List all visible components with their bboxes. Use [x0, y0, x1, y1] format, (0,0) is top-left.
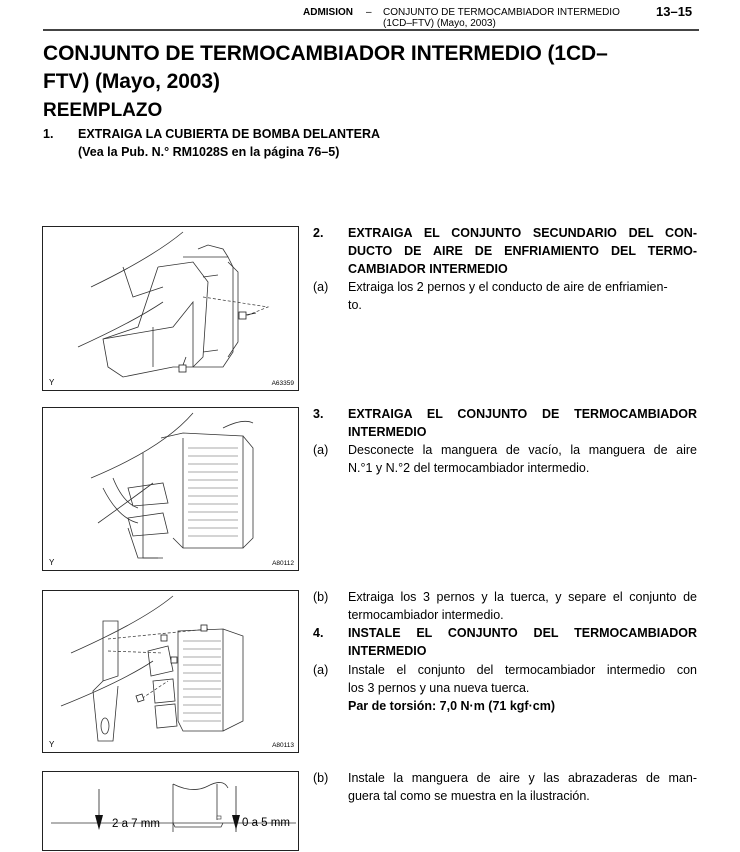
step-3a-line: N.°1 y N.°2 del termocambiador intermedio.: [348, 461, 590, 475]
step-2a-text: [348, 278, 697, 314]
header-section: ADMISION: [303, 7, 353, 18]
figure-2-code: A80112: [272, 560, 294, 567]
step-3b-line: termocambiador intermedio.: [348, 608, 504, 622]
figure-3-code: A80113: [272, 742, 294, 749]
figure-1-code: A63359: [271, 380, 294, 387]
intercooler-bolts-illustration: [43, 591, 300, 754]
step-3a-text: [348, 441, 697, 477]
step-4b-text: [348, 769, 697, 805]
step-1-reference: (Vea la Pub. N.° RM1028S en la página 76–5): [78, 145, 340, 159]
step-3a-line: Desconecte la manguera de vacío, la manguera de aire: [348, 443, 697, 457]
header-title-line1: CONJUNTO DE TERMOCAMBIADOR INTERMEDIO: [383, 7, 620, 18]
page-title-line1: CONJUNTO DE TERMOCAMBIADOR INTERMEDIO (1CD–: [43, 42, 608, 65]
step-4a-line: Instale el conjunto del termocambiador intermedio con: [348, 663, 697, 677]
figure-hose-clamps: [42, 771, 299, 851]
step-2a-line: to.: [348, 298, 362, 312]
page-title: [43, 40, 703, 96]
step-2a-line: Extraiga los 2 pernos y el conducto de aire de enfriamien-: [348, 280, 668, 294]
step-2-number: 2.: [313, 226, 324, 240]
header-dash: –: [366, 7, 372, 18]
step-4b-line: Instale la manguera de aire y las abrazaderas de man-: [348, 771, 697, 785]
step-3b-line: Extraiga los 3 pernos y la tuerca, y separe el conjunto de: [348, 590, 697, 604]
step-2-line: EXTRAIGA EL CONJUNTO SECUNDARIO DEL CON-: [348, 226, 697, 240]
page-title-line2: FTV) (Mayo, 2003): [43, 70, 220, 93]
intercooler-hoses-illustration: [43, 408, 300, 572]
figure-1-mark: Y: [49, 378, 55, 387]
step-4a-line: los 3 pernos y una nueva tuerca.: [348, 681, 530, 695]
step-4b-line: guera tal como se muestra en la ilustración.: [348, 789, 590, 803]
step-4-line: INTERMEDIO: [348, 644, 427, 658]
step-2a-label: (a): [313, 280, 329, 294]
step-3a-label: (a): [313, 443, 329, 457]
figure-remove-intercooler: [42, 407, 299, 571]
step-1-number: 1.: [43, 127, 54, 141]
figure-3-mark: Y: [49, 740, 55, 749]
air-duct-illustration: [43, 227, 300, 392]
page-number: 13–15: [656, 4, 693, 19]
header-title: [383, 7, 620, 29]
dimension-left-label: 2 a 7 mm: [112, 818, 160, 830]
step-4-line: INSTALE EL CONJUNTO DEL TERMOCAMBIADOR: [348, 626, 697, 640]
step-4-text: [348, 624, 697, 660]
step-3-number: 3.: [313, 407, 324, 421]
step-3-line: EXTRAIGA EL CONJUNTO DE TERMOCAMBIADOR: [348, 407, 697, 421]
step-4-number: 4.: [313, 626, 324, 640]
step-2-text: [348, 224, 697, 278]
hose-clamp-dimension-illustration: [43, 772, 300, 852]
step-2-line: DUCTO DE AIRE DE ENFRIAMIENTO DEL TERMO-: [348, 244, 697, 258]
step-3-text: [348, 405, 697, 441]
step-1-line: EXTRAIGA LA CUBIERTA DE BOMBA DELANTERA: [78, 127, 381, 141]
step-3b-label: (b): [313, 590, 329, 604]
step-3-line: INTERMEDIO: [348, 425, 427, 439]
step-4a-label: (a): [313, 663, 329, 677]
section-subtitle: REEMPLAZO: [43, 100, 163, 121]
header-title-line2: (1CD–FTV) (Mayo, 2003): [383, 18, 496, 29]
figure-2-mark: Y: [49, 558, 55, 567]
figure-install-intercooler: [42, 590, 299, 753]
step-4a-text: [348, 661, 697, 715]
figure-air-duct: [42, 226, 299, 391]
step-3b-text: [348, 588, 697, 624]
step-4b-label: (b): [313, 771, 329, 785]
step-1-text: [78, 125, 380, 161]
header-rule: [43, 29, 699, 31]
dimension-right-label: 0 a 5 mm: [242, 817, 290, 829]
step-2-line: CAMBIADOR INTERMEDIO: [348, 262, 508, 276]
torque-spec: Par de torsión: 7,0 N·m (71 kgf·cm): [348, 699, 555, 713]
